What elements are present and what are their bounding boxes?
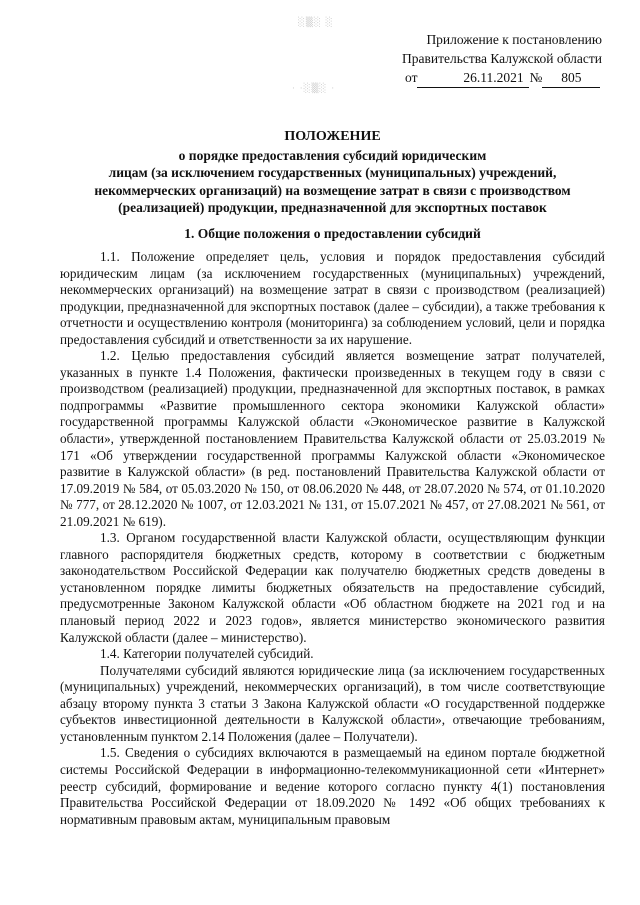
resolution-number: 805 bbox=[542, 68, 600, 88]
annex-block bbox=[392, 30, 602, 88]
paragraph-1-4: 1.4. Категории получателей субсидий. bbox=[100, 646, 314, 662]
title-heading: ПОЛОЖЕНИЕ bbox=[284, 129, 381, 144]
title-line-4: (реализацией) продукции, предназначенной для экспортных поставок bbox=[118, 200, 547, 215]
paragraph-1-5: 1.5. Сведения о субсидиях включаются в размещаемый на едином портале бюджетной системы Российской Федерации в информационно-телекоммуникационной сети «Интернет» реестр субсидий, формирование и ведение которого согласно пункту 4(1) постановления Правительства Российской Федерации от 18.09.2020 № 1492 «Об общих требованиях к нормативным правовым актам, муниципальным правовым bbox=[60, 745, 605, 827]
resolution-date: 26.11.2021 bbox=[417, 68, 529, 88]
document-body bbox=[60, 249, 605, 828]
section-1-heading: 1. Общие положения о предоставлении субсидий bbox=[184, 226, 481, 241]
title-line-2: лицам (за исключением государственных (муниципальных) учреждений, bbox=[108, 165, 557, 180]
date-prefix: от bbox=[405, 70, 418, 85]
document-title bbox=[60, 128, 605, 217]
annex-date-line bbox=[392, 68, 602, 88]
number-prefix: № bbox=[529, 70, 543, 85]
title-line-1: о порядке предоставления субсидий юридическим bbox=[178, 147, 487, 163]
annex-line-1: Приложение к постановлению bbox=[426, 32, 602, 47]
paragraph-1-1: 1.1. Положение определяет цель, условия и порядок предоставления субсидий юридическим лицам (за исключением государственных (муниципальных) учреждений, некоммерческих организаций) на возмещение затрат в связи с производством (реализацией) продукции, предназначенной для экспортных поставок (далее – субсидии), а также требования к отчетности и осуществлению контроля (мониторинга) за соблюдением условий, цели и порядка предоставления субсидий и ответственности за их нарушение. bbox=[60, 249, 605, 347]
annex-line-2: Правительства Калужской области bbox=[401, 51, 602, 66]
scan-artifact: · ·░▒░ · bbox=[292, 84, 336, 94]
paragraph-1-3: 1.3. Органом государственной власти Калужской области, осуществляющим функции главного распорядителя бюджетных средств, которому в соответствии с бюджетным законодательством Российской Федерации как получателю бюджетных средств доведены в установленном порядке лимиты бюджетных обязательств на предоставление субсидий, предусмотренные Законом Калужской области «Об областном бюджете на 2021 год и на плановый период 2022 и 2023 годов», является министерство экономического развития Калужской области (далее – министерство). bbox=[60, 530, 605, 645]
title-line-3: некоммерческих организаций) на возмещение затрат в связи с производством bbox=[94, 182, 571, 198]
paragraph-1-2: 1.2. Целью предоставления субсидий является возмещение затрат получателей, указанных в пункте 1.4 Положения, фактически произведенных в текущем году в связи с производством (реализацией) продукции, предназначенной для экспортных поставок, в рамках подпрограммы «Развитие промышленного сектора экономики Калужской области» государственной программы Калужской области «Экономическое развитие в Калужской области», утвержденной постановлением Правительства Калужской области от 25.03.2019 № 171 «Об утверждении государственной программы Калужской области «Экономическое развитие в Калужской области» (в ред. постановлений Правительства Калужской области от 17.09.2019 № 584, от 05.03.2020 № 150, от 08.06.2020 № 448, от 28.07.2020 № 574, от 01.10.2020 № 777, от 28.12.2020 № 1007, от 12.03.2021 № 131, от 15.07.2021 № 457, от 27.08.2021 № 561, от 21.09.2021 № 619). bbox=[60, 348, 605, 529]
scan-artifact: ░▒░ ░ bbox=[298, 18, 334, 28]
paragraph-1-4-recipients: Получателями субсидий являются юридические лица (за исключением государственных (муниципальных) учреждений, некоммерческих организаций), в том числе соответствующие абзацу второму пункта 3 статьи 3 Закона Калужской области «О государственной поддержке субъектов инвестиционной деятельности в Калужской области», отвечающие требованиям, установленным пунктом 2.14 Положения (далее – Получатели). bbox=[60, 662, 605, 744]
